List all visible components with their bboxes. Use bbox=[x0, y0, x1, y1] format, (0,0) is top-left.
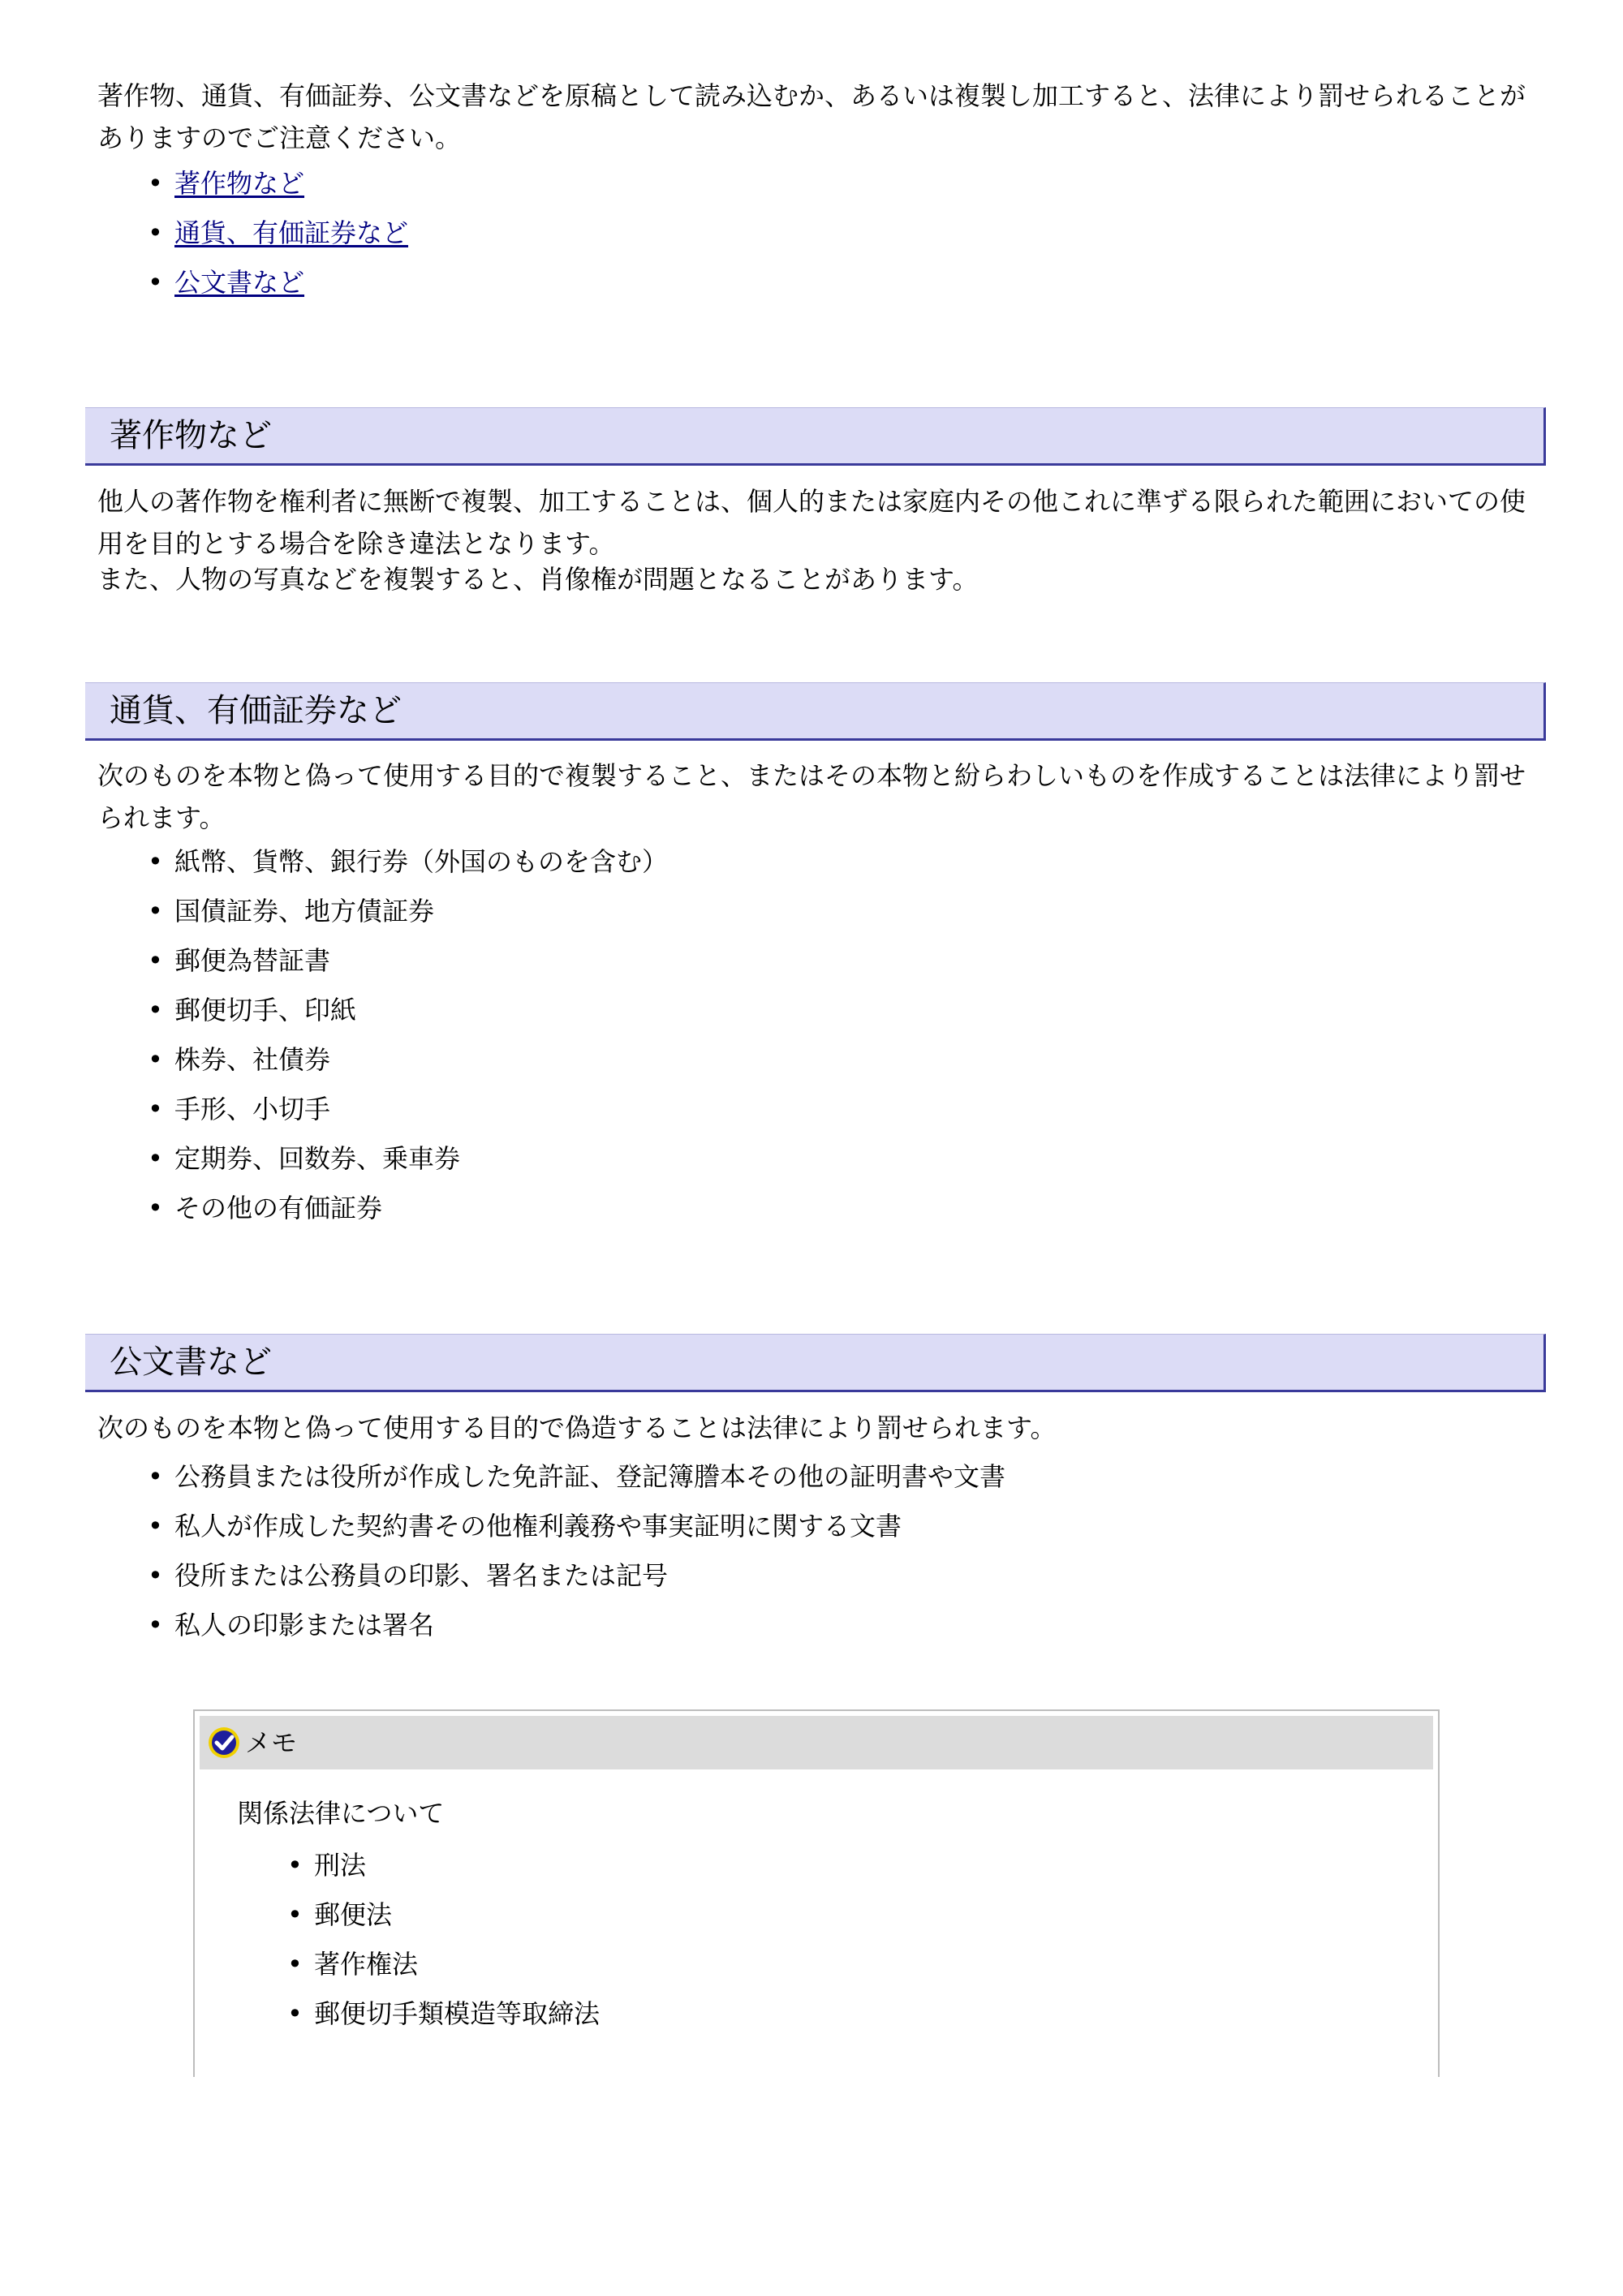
list-item bbox=[97, 1184, 1477, 1233]
list-item bbox=[97, 936, 1477, 986]
bullet: • bbox=[287, 1998, 303, 2029]
list-item bbox=[97, 1452, 1477, 1502]
list-item-text: 郵便切手、印紙 bbox=[174, 995, 357, 1025]
section-paragraph: また、人物の写真などを複製すると、肖像権が問題となることがあります。 bbox=[97, 564, 979, 595]
currency-item-list bbox=[97, 837, 1477, 1233]
link-copyright-works[interactable]: 著作物など bbox=[174, 168, 305, 199]
memo-title: メモ bbox=[245, 1727, 298, 1758]
bullet: • bbox=[148, 1193, 163, 1223]
bullet: • bbox=[148, 945, 163, 976]
link-official-documents[interactable]: 公文書など bbox=[174, 267, 305, 298]
bullet: • bbox=[148, 1094, 163, 1124]
memo-law-list bbox=[237, 1841, 1373, 2039]
list-item bbox=[97, 1502, 1477, 1551]
bullet: • bbox=[148, 267, 163, 298]
bullet: • bbox=[148, 846, 163, 877]
bullet: • bbox=[148, 995, 163, 1025]
list-item-text: 郵便切手類模造等取締法 bbox=[314, 1998, 601, 2029]
bullet: • bbox=[148, 168, 163, 199]
section-paragraph: 次のものを本物と偽って使用する目的で偽造することは法律により罰せられます。 bbox=[97, 1412, 1057, 1443]
list-item-text: 役所または公務員の印影、署名または記号 bbox=[174, 1560, 669, 1591]
section-paragraph: 次のものを本物と偽って使用する目的で複製すること、またはその本物と紛らわしいものを作成することは法律により罰せられます。 bbox=[97, 760, 1526, 833]
bullet: • bbox=[148, 1511, 163, 1541]
list-item-text: 郵便法 bbox=[314, 1899, 393, 1930]
list-item-text: 著作権法 bbox=[314, 1949, 419, 1980]
list-item bbox=[97, 837, 1477, 887]
list-item bbox=[237, 1841, 1373, 1890]
list-item bbox=[97, 1551, 1477, 1601]
section-paragraph: 他人の著作物を権利者に無断で複製、加工することは、個人的または家庭内その他これに準ずる限られた範囲においての使用を目的とする場合を除き違法となります。 bbox=[97, 486, 1526, 559]
intro-paragraph: 著作物、通貨、有価証券、公文書などを原稿として読み込むか、あるいは複製し加工すると、法律により罰せられることがありますのでご注意ください。 bbox=[97, 80, 1526, 153]
list-item-text: 公務員または役所が作成した免許証、登記簿謄本その他の証明書や文書 bbox=[174, 1461, 1006, 1492]
list-item bbox=[97, 1601, 1477, 1650]
check-circle-icon bbox=[208, 1726, 240, 1759]
intro-link-list bbox=[97, 159, 1477, 307]
section-title: 著作物など bbox=[110, 417, 272, 454]
bullet: • bbox=[148, 1461, 163, 1492]
list-item-text: 定期券、回数券、乗車券 bbox=[174, 1143, 461, 1174]
memo-box bbox=[193, 1709, 1440, 2077]
bullet: • bbox=[287, 1949, 303, 1980]
list-item-text: 私人が作成した契約書その他権利義務や事実証明に関する文書 bbox=[174, 1511, 902, 1541]
memo-subtitle: 関係法律について bbox=[237, 1798, 445, 1829]
list-item-text: 株券、社債券 bbox=[174, 1044, 331, 1075]
memo-header bbox=[200, 1716, 1433, 1769]
list-item bbox=[97, 159, 1477, 209]
list-item bbox=[237, 1940, 1373, 1989]
list-item bbox=[97, 1134, 1477, 1184]
list-item bbox=[97, 1035, 1477, 1085]
section-title: 公文書など bbox=[110, 1344, 272, 1381]
list-item bbox=[97, 887, 1477, 936]
bullet: • bbox=[148, 1610, 163, 1640]
section-title: 通貨、有価証券など bbox=[110, 692, 402, 729]
list-item-text: 刑法 bbox=[314, 1850, 367, 1881]
list-item bbox=[237, 1989, 1373, 2039]
list-item bbox=[97, 258, 1477, 307]
list-item bbox=[237, 1890, 1373, 1940]
list-item-text: 国債証券、地方債証券 bbox=[174, 896, 435, 927]
bullet: • bbox=[287, 1850, 303, 1881]
section-heading-official-documents bbox=[85, 1334, 1546, 1392]
bullet: • bbox=[148, 217, 163, 248]
list-item bbox=[97, 209, 1477, 258]
list-item-text: 紙幣、貨幣、銀行券（外国のものを含む） bbox=[174, 846, 669, 877]
bullet: • bbox=[148, 896, 163, 927]
bullet: • bbox=[148, 1560, 163, 1591]
section-heading-currency bbox=[85, 682, 1546, 741]
list-item-text: 私人の印影または署名 bbox=[174, 1610, 435, 1640]
link-currency-securities[interactable]: 通貨、有価証券など bbox=[174, 217, 409, 248]
official-document-list bbox=[97, 1452, 1477, 1650]
bullet: • bbox=[148, 1143, 163, 1174]
bullet: • bbox=[148, 1044, 163, 1075]
list-item bbox=[97, 986, 1477, 1035]
list-item-text: その他の有価証券 bbox=[174, 1193, 383, 1223]
section-heading-copyright bbox=[85, 407, 1546, 466]
list-item-text: 手形、小切手 bbox=[174, 1094, 331, 1124]
bullet: • bbox=[287, 1899, 303, 1930]
list-item bbox=[97, 1085, 1477, 1134]
list-item-text: 郵便為替証書 bbox=[174, 945, 331, 976]
